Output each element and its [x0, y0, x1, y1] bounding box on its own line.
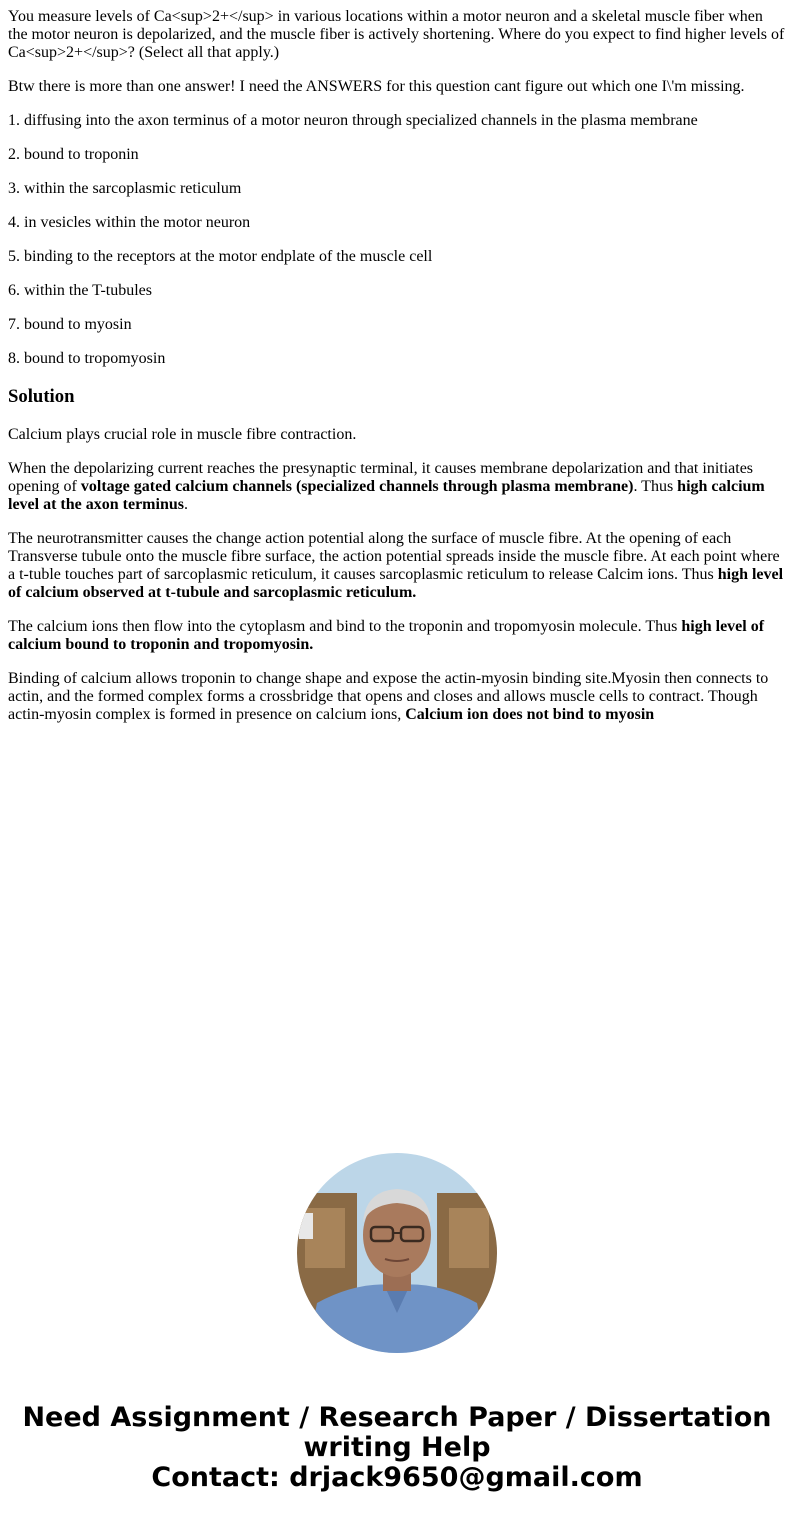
question-note: Btw there is more than one answer! I need the ANSWERS for this question cant figure out which one I\'m missing. [8, 78, 745, 95]
solution-text: . Thus [633, 478, 678, 495]
solution-paragraph-3 [8, 530, 786, 602]
solution-heading: Solution [8, 386, 75, 407]
author-photo-icon [297, 1153, 497, 1353]
solution-emphasis: Calcium ion does not bind to myosin [405, 706, 655, 723]
option-item: 8. bound to tropomyosin [8, 350, 166, 367]
solution-paragraph-2 [8, 460, 786, 514]
solution-emphasis: high calcium level at the axon terminus [8, 478, 765, 513]
option-item: 4. in vesicles within the motor neuron [8, 214, 251, 231]
solution-paragraph-4 [8, 618, 786, 654]
solution-paragraph-5 [8, 670, 786, 724]
solution-text: The neurotransmitter causes the change action potential along the surface of muscle fibre. At the opening of each Transverse tubule onto the muscle fibre surface, the action potential spreads inside the muscle fibre. At each point where a t-tuble touches part of sarcoplasmic reticulum, it causes sarcoplasmic reticulum to release Calcim ions. Thus [8, 530, 780, 583]
option-item: 1. diffusing into the axon terminus of a motor neuron through specialized channels in the plasma membrane [8, 112, 698, 129]
solution-text: The calcium ions then flow into the cytoplasm and bind to the troponin and tropomyosin molecule. Thus [8, 618, 682, 635]
option-item: 2. bound to troponin [8, 146, 139, 163]
solution-paragraph-1: Calcium plays crucial role in muscle fibre contraction. [8, 426, 357, 443]
promo-banner [0, 1403, 794, 1493]
solution-text: Binding of calcium allows troponin to change shape and expose the actin-myosin binding site.Myosin then connects to actin, and the formed complex forms a crossbridge that opens and closes and allows muscle cells to contract. Though actin-myosin complex is formed in presence on calcium ions, [8, 670, 769, 723]
solution-emphasis: high level of calcium observed at t-tubule and sarcoplasmic reticulum. [8, 566, 784, 601]
option-item: 7. bound to myosin [8, 316, 132, 333]
option-item: 5. binding to the receptors at the motor endplate of the muscle cell [8, 248, 433, 265]
solution-text: When the depolarizing current reaches the presynaptic terminal, it causes membrane depolarization and that initiates opening of [8, 460, 754, 495]
promo-contact: Contact: drjack9650@gmail.com [151, 1462, 643, 1493]
promo-line: writing Help [303, 1432, 491, 1463]
promo-line: Need Assignment / Research Paper / Dissertation [22, 1402, 772, 1433]
solution-emphasis: high level of calcium bound to troponin and tropomyosin. [8, 618, 765, 653]
option-item: 6. within the T-tubules [8, 282, 152, 299]
options-list [8, 112, 786, 368]
question-text: You measure levels of Ca<sup>2+</sup> in various locations within a motor neuron and a skeletal muscle fiber when the motor neuron is depolarized, and the muscle fiber is actively shortening. Where do you expect to find higher levels of Ca<sup>2+</sup>? (Select all that apply.) [8, 8, 785, 61]
option-item: 3. within the sarcoplasmic reticulum [8, 180, 242, 197]
solution-text: . [183, 496, 188, 513]
document-body [8, 8, 786, 740]
solution-emphasis: voltage gated calcium channels (specialized channels through plasma membrane) [80, 478, 634, 495]
author-avatar [297, 1153, 497, 1353]
